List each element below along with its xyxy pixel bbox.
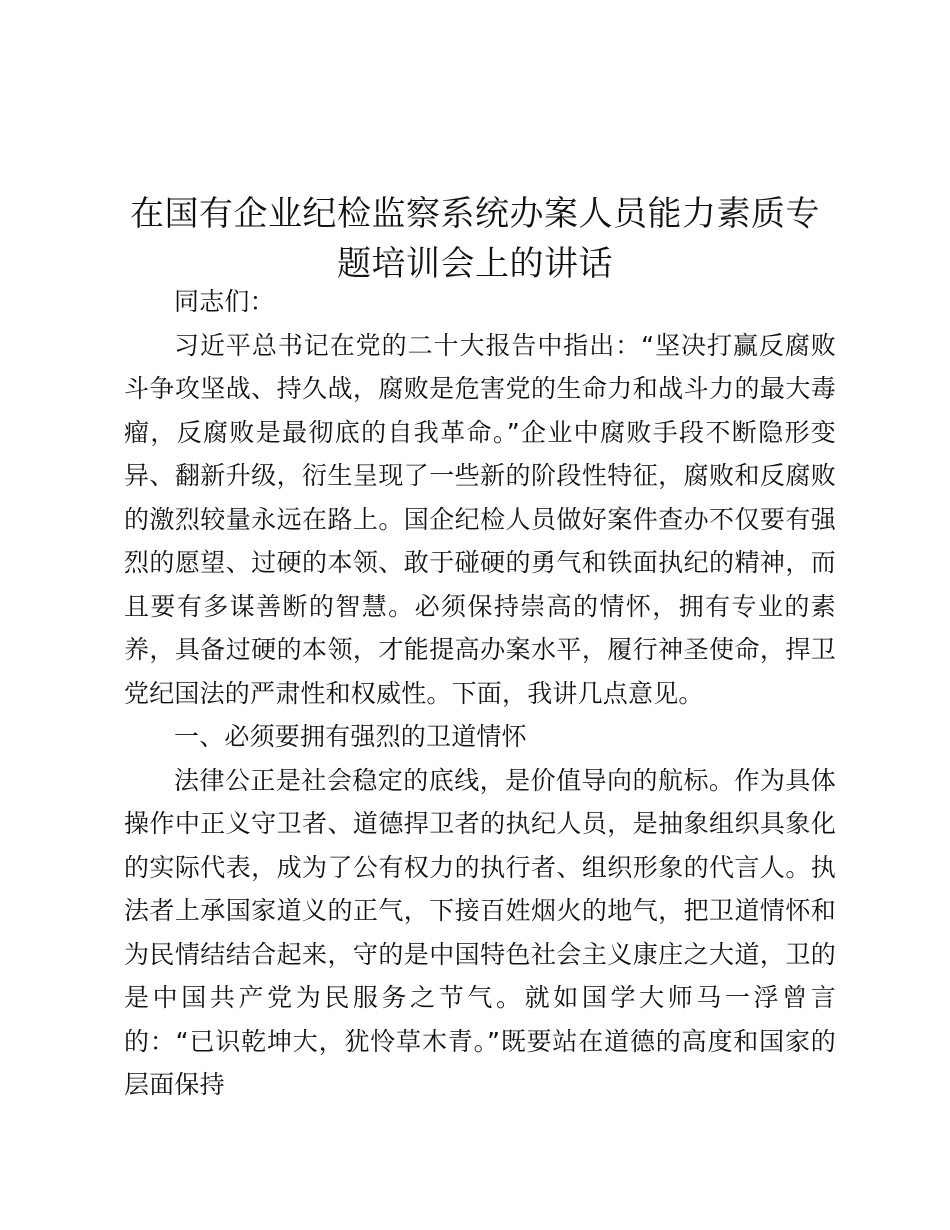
salutation: 同志们： (174, 287, 275, 316)
document-title: 在国有企业纪检监察系统办案人员能力素质专题培训会上的讲话 (130, 193, 820, 284)
document-body (124, 280, 836, 1107)
section-heading-1: 一、必须要拥有强烈的卫道情怀 (174, 722, 527, 751)
paragraph-section-1: 法律公正是社会稳定的底线，是价值导向的航标。作为具体操作中正义守卫者、道德捍卫者的执纪人员，是抽象组织具象化的实际代表，成为了公有权力的执行者、组织形象的代言人。执法者上承国家道义的正气，下接百姓烟火的地气，把卫道情怀和为民情结结合起来，守的是中国特色社会主义康庄之大道，卫的是中国共产党为民服务之节气。就如国学大师马一浮曾言的：“已识乾坤大，犹怜草木青。”既要站在道德的高度和国家的层面保持 (124, 765, 836, 1099)
paragraph-intro: 习近平总书记在党的二十大报告中指出：“坚决打赢反腐败斗争攻坚战、持久战，腐败是危害党的生命力和战斗力的最大毒瘤，反腐败是最彻底的自我革命。”企业中腐败手段不断隐形变异、翻新升级，衍生呈现了一些新的阶段性特征，腐败和反腐败的激烈较量永远在路上。国企纪检人员做好案件查办不仅要有强烈的愿望、过硬的本领、敢于碰硬的勇气和铁面执纪的精神，而且要有多谋善断的智慧。必须保持崇高的情怀，拥有专业的素养，具备过硬的本领，才能提高办案水平，履行神圣使命，捍卫党纪国法的严肃性和权威性。下面，我讲几点意见。 (124, 330, 836, 708)
